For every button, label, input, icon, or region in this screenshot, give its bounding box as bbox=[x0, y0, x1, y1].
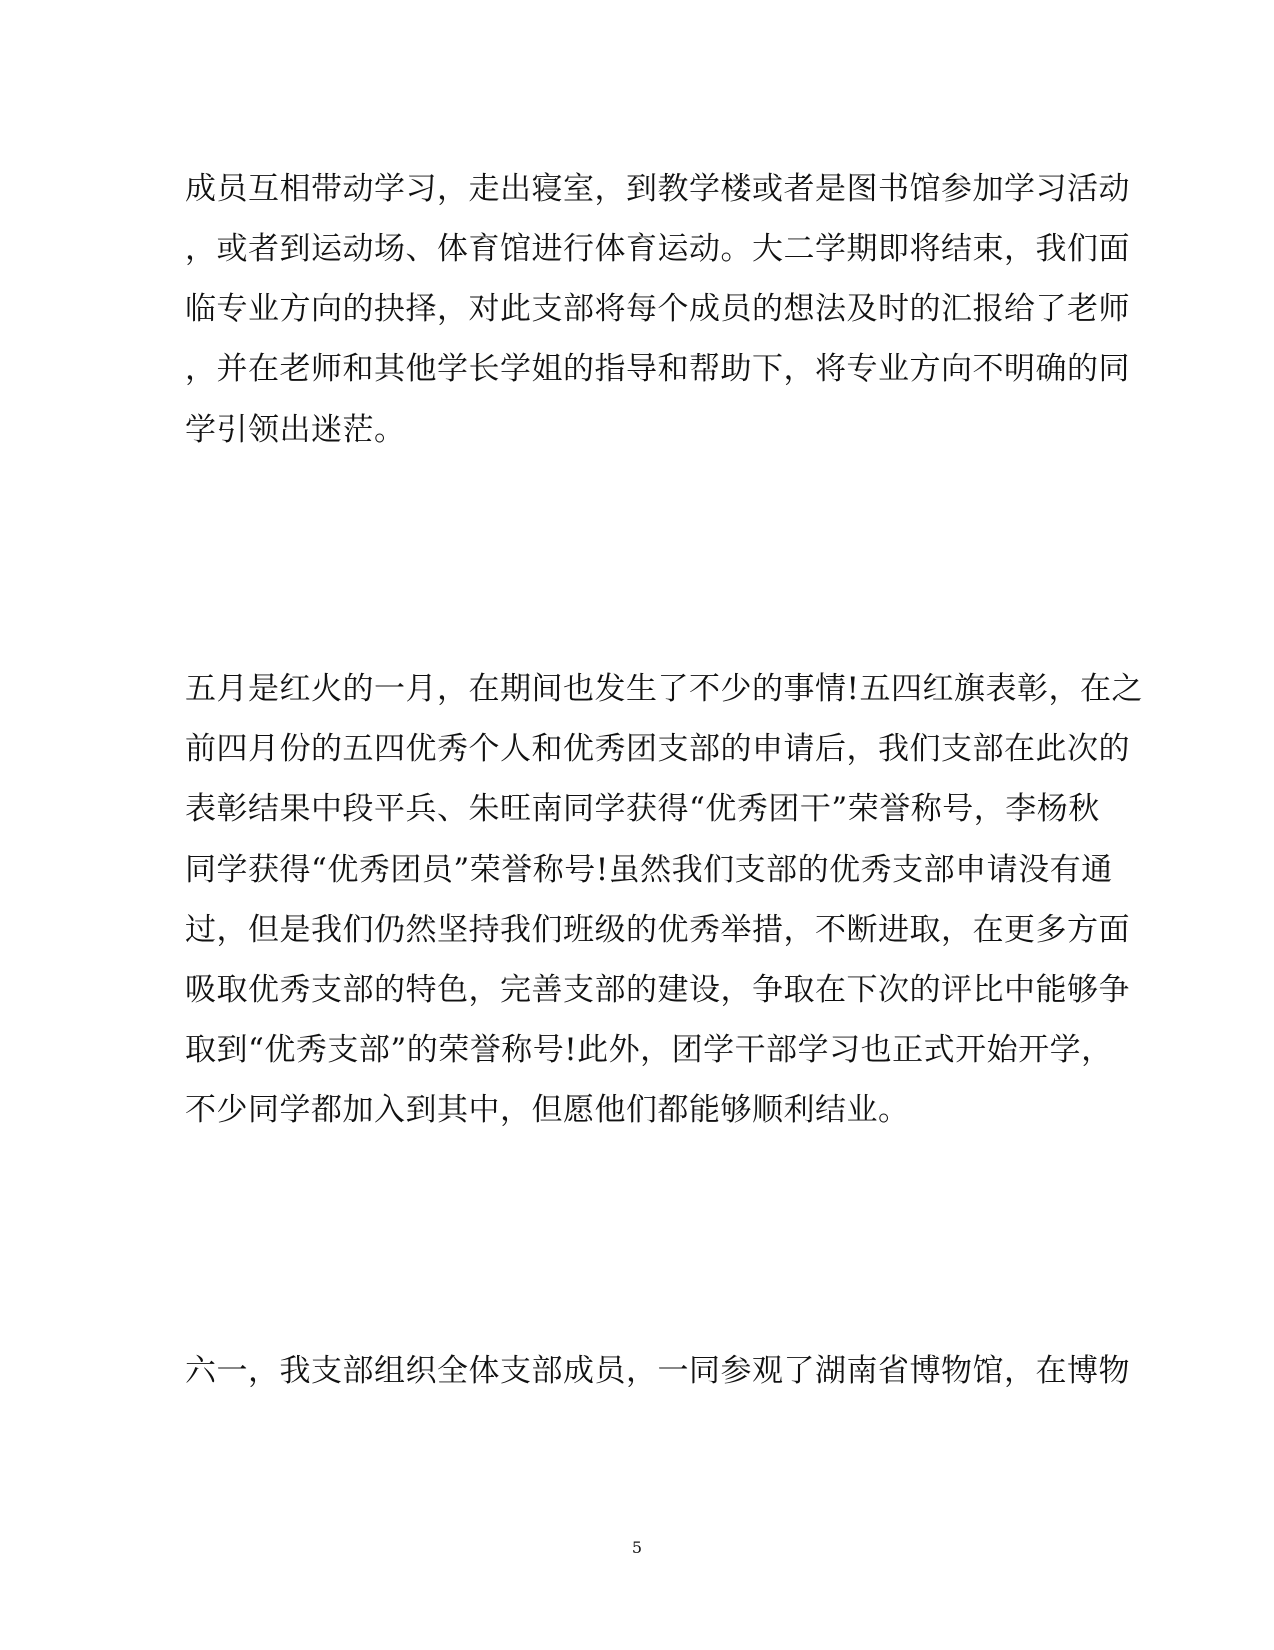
text-line: 前四月份的五四优秀个人和优秀团支部的申请后，我们支部在此次的 bbox=[185, 731, 1130, 767]
text-line: 吸取优秀支部的特色，完善支部的建设，争取在下次的评比中能够争 bbox=[185, 972, 1130, 1008]
text-line: 同学获得“优秀团员”荣誉称号!虽然我们支部的优秀支部申请没有通 bbox=[185, 852, 1113, 888]
page-number: 5 bbox=[631, 1538, 643, 1557]
text-line: 不少同学都加入到其中，但愿他们都能够顺利结业。 bbox=[185, 1092, 910, 1128]
text-line: ，或者到运动场、体育馆进行体育运动。大二学期即将结束，我们面 bbox=[185, 231, 1130, 267]
text-line: 过，但是我们仍然坚持我们班级的优秀举措，不断进取，在更多方面 bbox=[185, 912, 1130, 948]
text-line: 表彰结果中段平兵、朱旺南同学获得“优秀团干”荣誉称号，李杨秋 bbox=[185, 791, 1100, 827]
text-line: 学引领出迷茫。 bbox=[185, 412, 406, 448]
text-line: 六一，我支部组织全体支部成员，一同参观了湖南省博物馆，在博物 bbox=[185, 1353, 1130, 1389]
text-line: ，并在老师和其他学长学姐的指导和帮助下，将专业方向不明确的同 bbox=[185, 351, 1130, 387]
text-line: 五月是红火的一月，在期间也发生了不少的事情!五四红旗表彰，在之 bbox=[185, 671, 1143, 707]
text-line: 临专业方向的抉择，对此支部将每个成员的想法及时的汇报给了老师 bbox=[185, 291, 1130, 327]
text-line: 成员互相带动学习，走出寝室，到教学楼或者是图书馆参加学习活动 bbox=[185, 171, 1130, 207]
text-line: 取到“优秀支部”的荣誉称号!此外，团学干部学习也正式开始开学， bbox=[185, 1032, 1113, 1068]
